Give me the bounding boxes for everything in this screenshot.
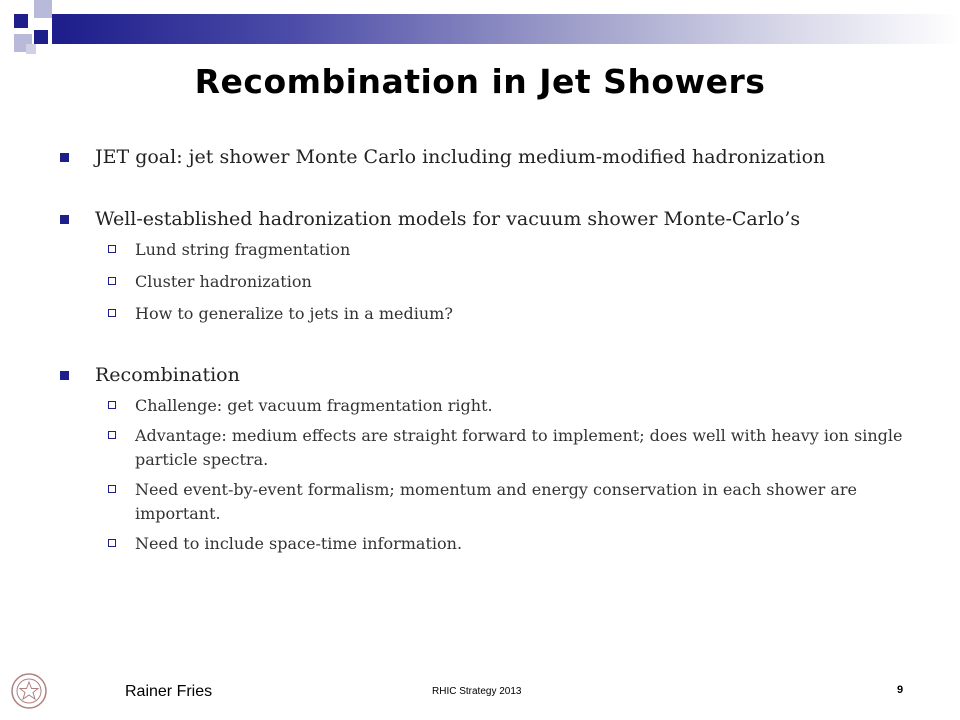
- square-bullet-icon: [60, 215, 69, 224]
- hollow-square-bullet-icon: [108, 485, 116, 493]
- bullet-list: [60, 140, 920, 556]
- deco-square: [34, 30, 48, 44]
- university-seal-icon: [10, 672, 48, 710]
- hollow-square-bullet-icon: [108, 277, 116, 285]
- sub-bullet-item: [100, 424, 920, 472]
- sub-bullet-text: Advantage: medium effects are straight forward to implement; does well with heavy ion single particle spectra.: [135, 426, 903, 469]
- square-bullet-icon: [60, 153, 69, 162]
- sub-bullet-text: Cluster hadronization: [135, 272, 312, 291]
- hollow-square-bullet-icon: [108, 539, 116, 547]
- hollow-square-bullet-icon: [108, 401, 116, 409]
- deco-square: [26, 44, 36, 54]
- sub-bullet-item: [100, 532, 920, 556]
- sub-bullet-item: [100, 394, 920, 418]
- square-bullet-icon: [60, 371, 69, 380]
- bullet-item: [60, 206, 920, 232]
- deco-square: [34, 0, 52, 18]
- sub-bullet-item: [100, 238, 920, 262]
- deco-square: [52, 14, 64, 44]
- hollow-square-bullet-icon: [108, 309, 116, 317]
- slide-title: Recombination in Jet Showers: [194, 62, 766, 101]
- footer-author: Rainer Fries: [125, 683, 213, 700]
- sub-bullet-item: [100, 270, 920, 294]
- sub-bullet-text: Challenge: get vacuum fragmentation right.: [135, 396, 493, 415]
- sub-bullet-item: [100, 302, 920, 326]
- hollow-square-bullet-icon: [108, 431, 116, 439]
- bullet-text: Well-established hadronization models for vacuum shower Monte-Carlo’s: [95, 208, 801, 230]
- header-decoration: [0, 0, 960, 60]
- deco-square: [14, 14, 28, 28]
- bullet-item: [60, 362, 920, 388]
- header-gradient-bar: [64, 14, 960, 44]
- bullet-text: Recombination: [95, 364, 240, 386]
- sub-bullet-text: Need event-by-event formalism; momentum and energy conservation in each shower are important.: [135, 480, 857, 523]
- page-number: 9: [897, 684, 904, 696]
- sub-bullet-text: Need to include space-time information.: [135, 534, 463, 553]
- bullet-item: [60, 144, 920, 170]
- bullet-text: JET goal: jet shower Monte Carlo including medium-modified hadronization: [95, 146, 826, 168]
- sub-bullet-item: [100, 478, 920, 526]
- hollow-square-bullet-icon: [108, 245, 116, 253]
- sub-bullet-text: Lund string fragmentation: [135, 240, 351, 259]
- footer-event: RHIC Strategy 2013: [432, 686, 522, 697]
- sub-bullet-text: How to generalize to jets in a medium?: [135, 304, 453, 323]
